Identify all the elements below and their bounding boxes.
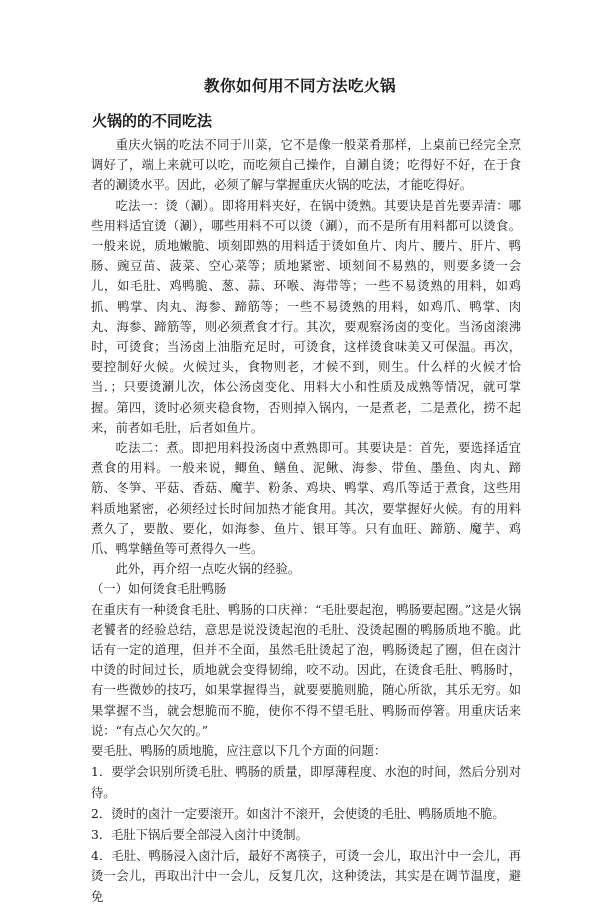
numbered-item-3: 3．毛肚下锅后要全部浸入卤汁中烫制。: [91, 827, 308, 842]
numbered-item-4: 4．毛肚、鸭肠浸入卤汁后，最好不离筷子，可烫一会儿，取出汁中一会儿，再烫一会儿，再取出汁中一会儿，反复几次，这种烫法，其实是在调节温度，避免: [91, 849, 521, 904]
paragraph-intro: 重庆火锅的吃法不同于川菜，它不是像一般菜肴那样，上桌前已经完全烹调好了，端上来就可以吃，而吃须自己操作，自涮自烫；吃得好不好，在于食者的涮烫水平。因此，必须了解与掌握重庆火锅的吃法，才能吃得好。: [91, 138, 521, 193]
numbered-item-2: 2．烫时的卤汁一定要滚开。如卤汁不滚开，会使烫的毛肚、鸭肠质地不脆。: [91, 806, 505, 821]
numbered-item-1: 1．要学会识别所烫毛肚、鸭肠的质量，即厚薄程度、水泡的时间，然后分别对待。: [91, 765, 521, 800]
document-body: [91, 135, 521, 907]
paragraph-quality-lead: 要毛肚、鸭肠的质地脆，应注意以下几个方面的问题：: [91, 744, 387, 759]
section-heading: 火锅的的不同吃法: [92, 112, 213, 130]
paragraph-tripe-intestine: 在重庆有一种烫食毛肚、鸭肠的口庆禅：“毛肚要起泡，鸭肠要起圈。”这是火锅老饕者的经验总结，意思是说没烫起泡的毛肚、没烫起圈的鸭肠质地不脆。此话有一定的道理，但并不全面，虽然毛肚烫起了泡，鸭肠烫起了圈，但在卤汁中烫的时间过长，质地就会变得韧绵，咬不动。因此，在烫食毛肚、鸭肠时，有一些微妙的技巧，如果掌握得当，就要要脆则脆，随心所欲，其乐无穷。如果掌握不当，就会想脆而不脆，使你不得不望毛肚、鸭肠而停箸。用重庆话来说：“有点心欠欠的。”: [91, 602, 521, 738]
paragraph-experience: 此外，再介绍一点吃火锅的经验。: [115, 562, 301, 577]
paragraph-method-one: 吃法一：烫（涮）。即将用料夹好，在锅中烫熟。其要诀是首先要弄清：哪些用料适宜烫（涮），哪些用料不可以烫（涮），而不是所有用料都可以烫食。一般来说，质地嫩脆、顷刻即熟的用料适于烫如鱼片、肉片、腰片、肝片、鸭肠、豌豆苗、菠菜、空心菜等；质地紧密、顷刻间不易熟的，则要多烫一会儿，如毛肚、鸡鸭脆、葱、蒜、环喉、海带等；一些不易烫熟的用料，如鸡抓、鸭掌、肉丸、海参、蹄筋等；一些不易烫熟的用料，如鸡爪、鸭掌、肉丸、海参、蹄筋等，则必须煮食才行。其次，要观察汤卤的变化。当汤卤滚沸时，可烫食；当汤卤上油脂充足时，可烫食，这样烫食味美又可保温。再次，要控制好火候。火候过头，食物则老，才候不到，则生。什么样的火候才恰当．；只要烫涮儿次，体公汤卤变化、用料大小和性质及成熟等情况，就可掌握。第四，烫时必须夹稳食物，否则掉入锅内，一是煮老，二是煮化，捞不起来，前者如毛肚，后者如鱼片。: [91, 198, 521, 435]
document-title: 教你如何用不同方法吃火锅: [203, 77, 396, 95]
paragraph-method-two: 吃法二：煮。即把用料投汤卤中煮熟即可。其要诀是：首先，要选择适宜煮食的用料。一般来说，鲫鱼、鳝鱼、泥鳅、海参、带鱼、墨鱼、肉丸、蹄筋、冬笋、平菇、香菇、魔芋、粉条、鸡块、鸭掌、鸡爪等适于煮食，这些用料质地紧密，必须经过长时间加热才能食用。其次，要掌握好火候。有的用料煮久了，要散、要化，如海参、鱼片、银耳等。只有血旺、蹄筋、魔芋、鸡爪、鸭掌鳝鱼等可煮得久一些。: [91, 441, 521, 557]
subsection-heading: （一）如何烫食毛肚鸭肠: [91, 582, 227, 597]
